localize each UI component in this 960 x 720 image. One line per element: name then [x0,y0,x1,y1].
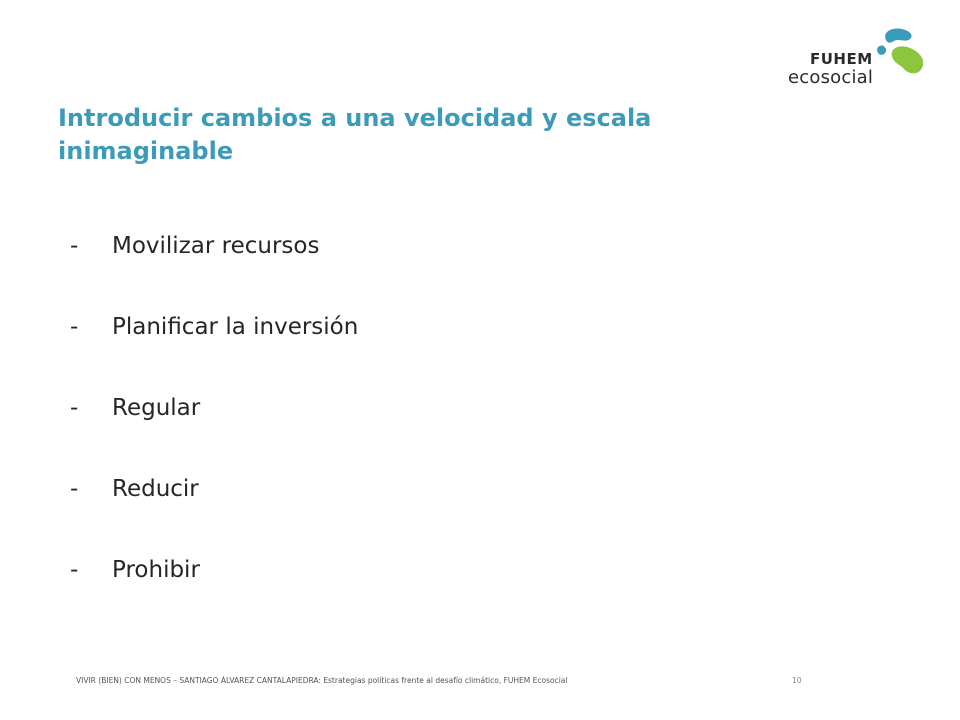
bullet-text: Movilizar recursos [112,233,320,259]
bullet-item-regular [70,388,358,428]
bullet-item-reducir [70,469,358,509]
bullet-dash: - [70,557,79,583]
bullet-dash: - [70,233,79,259]
bullet-item-movilizar [70,226,358,266]
bullet-dash: - [70,395,79,421]
bullet-text: Planificar la inversión [112,314,359,340]
fuhem-ecosocial-logo [786,26,926,96]
bullet-item-prohibir [70,550,358,590]
bullet-text: Reducir [112,476,199,502]
bullet-dash: - [70,476,79,502]
logo-text-ecosocial: ecosocial [788,67,874,88]
logo-text-fuhem: FUHEM [810,50,873,68]
slide-title: Introducir cambios a una velocidad y escala inimaginable [58,104,652,165]
bullet-text: Regular [112,395,201,421]
fuhem-logo-icon [872,26,926,78]
bullet-item-planificar [70,307,358,347]
page-number: 10 [792,676,802,685]
bullet-text: Prohibir [112,557,200,583]
bullet-dash: - [70,314,79,340]
bullet-list [70,226,358,631]
slide-footer: VIVIR (BIEN) CON MENOS – SANTIAGO ÁLVAREZ CANTALAPIEDRA: Estrategias políticas frente al desafío climático, FUHEM Ecosocial [76,676,568,685]
